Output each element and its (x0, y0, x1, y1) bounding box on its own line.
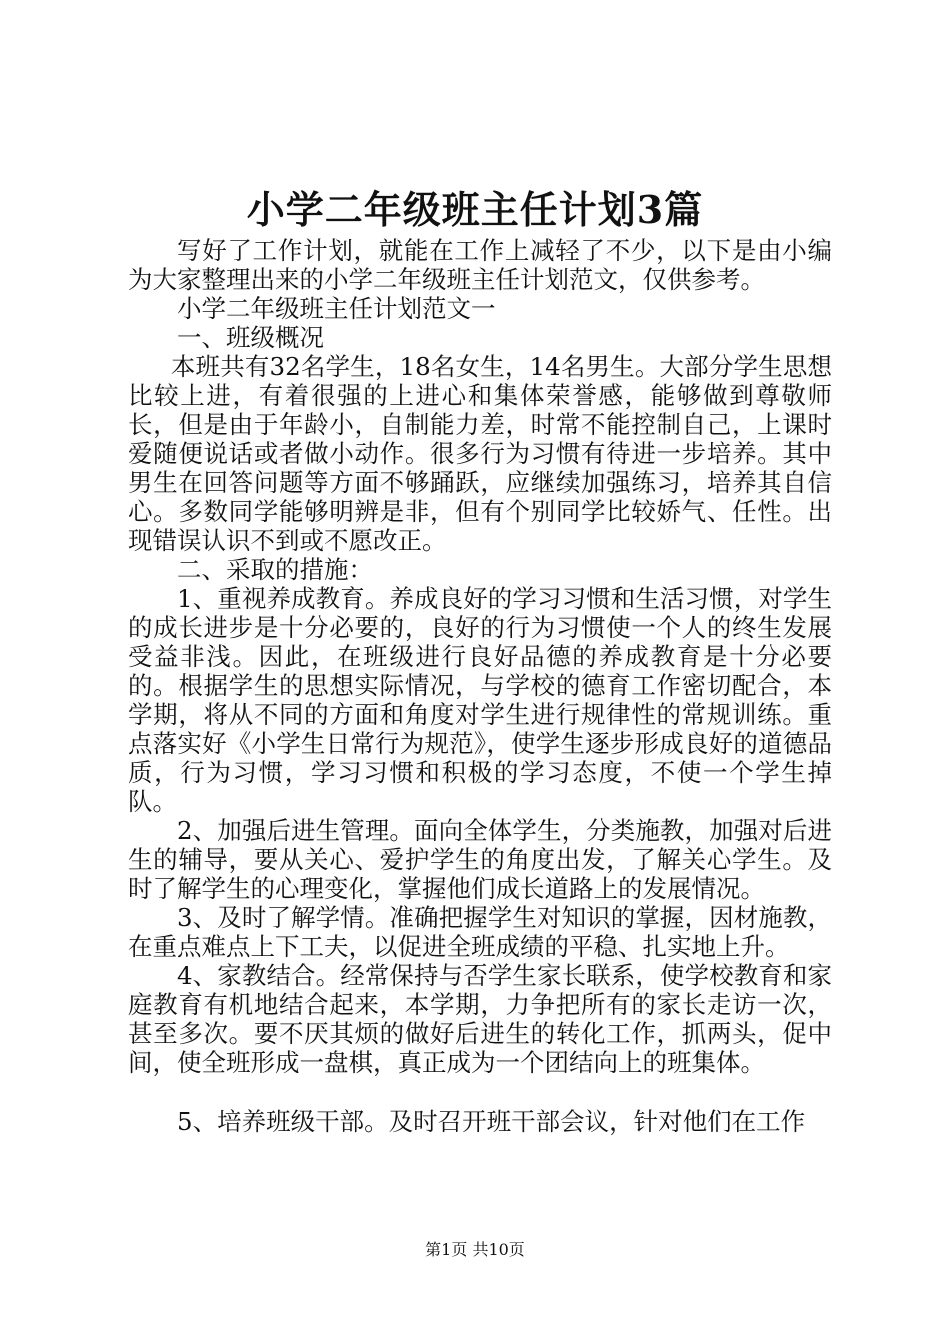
measure-3-paragraph: 3、及时了解学情。准确把握学生对知识的掌握，因材施教，在重点难点上下工夫，以促进全班成绩的平稳、扎实地上升。 (128, 903, 832, 961)
measure-1-paragraph: 1、重视养成教育。养成良好的学习习惯和生活习惯，对学生的成长进步是十分必要的，良好的行为习惯使一个人的终生发展受益非浅。因此，在班级进行良好品德的养成教育是十分必要的。根据学生的思想实际情况，与学校的德育工作密切配合，本学期，将从不同的方面和角度对学生进行规律性的常规训练。重点落实好《小学生日常行为规范》，使学生逐步形成良好的道德品质，行为习惯，学习习惯和积极的学习态度，不使一个学生掉队。 (128, 584, 832, 816)
measure-4-paragraph: 4、家教结合。经常保持与否学生家长联系，使学校教育和家庭教育有机地结合起来，本学期，力争把所有的家长走访一次，甚至多次。要不厌其烦的做好后进生的转化工作，抓两头，促中间，使全班形成一盘棋，真正成为一个团结向上的班集体。 (128, 961, 832, 1077)
page-indicator: 第1页 共10页 (425, 1240, 525, 1259)
intro-paragraph: 写好了工作计划，就能在工作上减轻了不少，以下是由小编为大家整理出来的小学二年级班主任计划范文，仅供参考。 (128, 236, 832, 294)
measure-2-paragraph: 2、加强后进生管理。面向全体学生，分类施教，加强对后进生的辅导，要从关心、爱护学生的角度出发，了解关心学生。及时了解学生的心理变化，掌握他们成长道路上的发展情况。 (128, 816, 832, 903)
measure-5-paragraph: 5、培养班级干部。及时召开班干部会议，针对他们在工作 (177, 1107, 806, 1136)
subheading-measures: 二、采取的措施： (177, 555, 373, 584)
section-heading-sample-one: 小学二年级班主任计划范文一 (177, 294, 496, 323)
document-body (128, 236, 832, 1136)
subheading-class-overview: 一、班级概况 (177, 323, 324, 352)
document-title: 小学二年级班主任计划3篇 (246, 187, 704, 232)
class-overview-paragraph: 本班共有32名学生，18名女生，14名男生。大部分学生思想比较上进，有着很强的上进心和集体荣誉感，能够做到尊敬师长，但是由于年龄小，自制能力差，时常不能控制自己，上课时爱随便说话或者做小动作。很多行为习惯有待进一步培养。其中男生在回答问题等方面不够踊跃，应继续加强练习，培养其自信心。多数同学能够明辨是非，但有个别同学比较娇气、任性。出现错误认识不到或不愿改正。 (128, 352, 832, 555)
